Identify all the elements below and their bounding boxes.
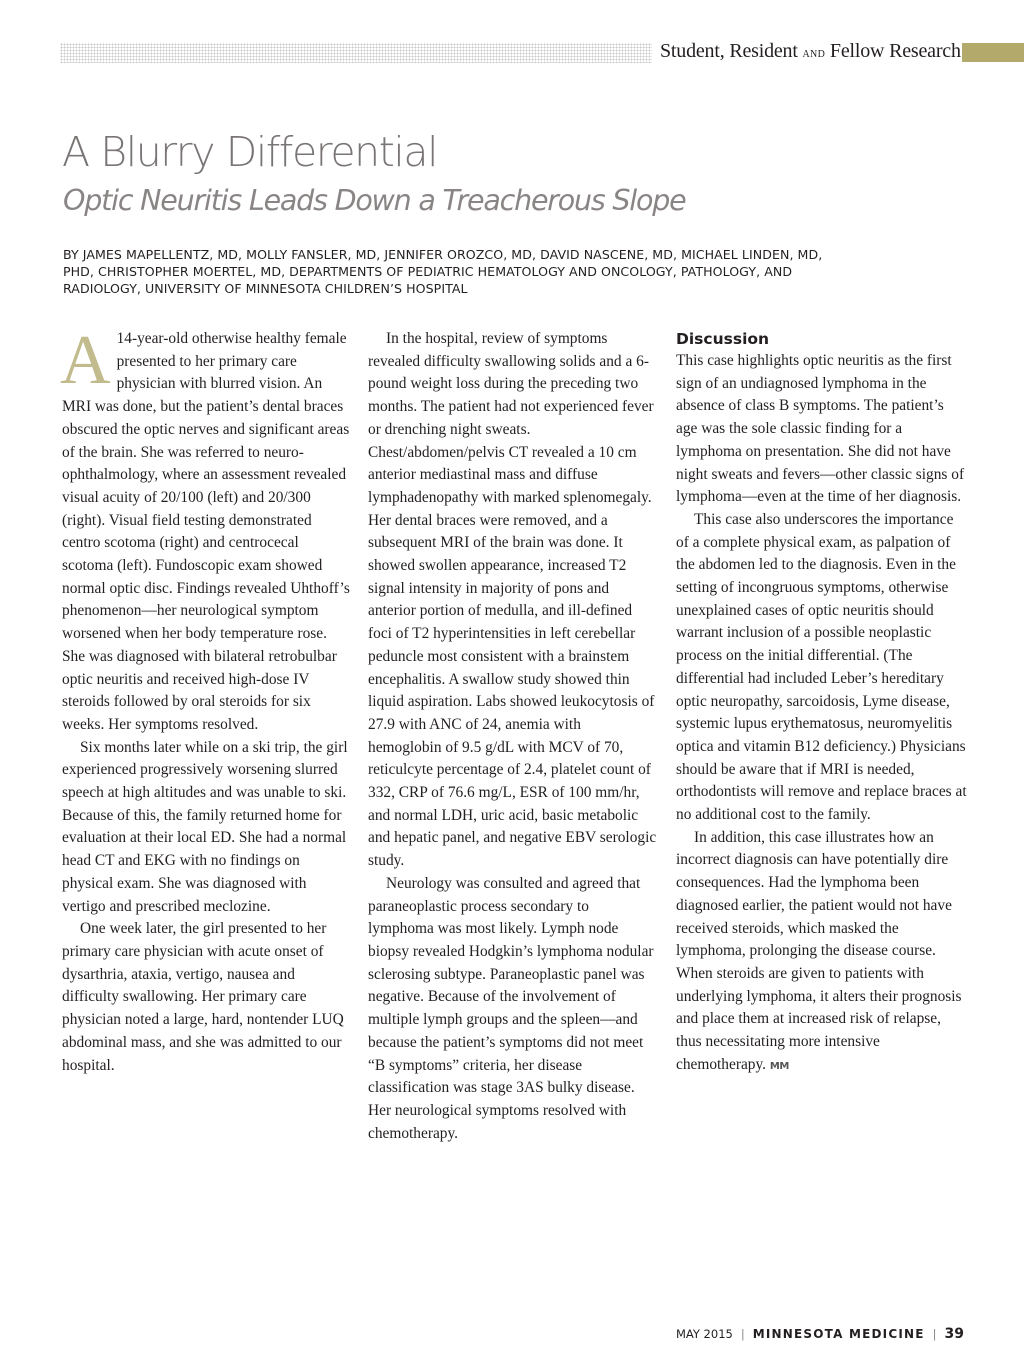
footer-divider: | — [740, 1327, 745, 1341]
page-footer — [676, 1326, 964, 1342]
paragraph: Neurology was consulted and agreed that paraneoplastic process secondary to lymphoma was most likely. Lymph node biopsy revealed Hodgkin’s lymphoma nodular sclerosing subtype. Paraneoplastic panel was negative. Because of the involvement of multiple lymph groups and the spleen—and because the patient’s symptoms did not meet “B symptoms” criteria, her disease classification was stage 3AS bulky disease. Her neurological symptoms resolved with chemotherapy. — [368, 874, 654, 1142]
paragraph: One week later, the girl presented to her primary care physician with acute onset of dysarthria, ataxia, vertigo, nausea and difficulty swallowing. Her primary care physician noted a large, hard, nontender LUQ abdominal mass, and she was admitted to our hospital. — [62, 920, 344, 1074]
section-label-and: AND — [802, 49, 826, 60]
paragraph-text: In addition, this case illustrates how an incorrect diagnosis can have potentially dire consequences. Had the lymphoma been diagnosed earlier, the patient would not have received steroids, which masked the lymphoma, prolonging the disease course. When steroids are given to patients with underlying lymphoma, it alters their prognosis and place them at increased risk of relapse, thus necessitating more intensive chemotherapy. — [676, 828, 962, 1073]
paragraph: Six months later while on a ski trip, the girl experienced progressively worsening slurred speech at high altitudes and was unable to ski. Because of this, the family returned home for evaluation at their local ED. She had a normal head CT and EKG with no findings on physical exam. She was diagnosed with vertigo and prescribed meclozine. — [62, 738, 348, 915]
magazine-name: MINNESOTA MEDICINE — [752, 1327, 925, 1341]
header-dot-pattern — [60, 43, 652, 63]
section-label-part1: Student, Resident — [660, 40, 798, 62]
end-mark: MM — [769, 1060, 789, 1072]
paragraph — [676, 827, 968, 1079]
article-subtitle: Optic Neuritis Leads Down a Treacherous Slope — [63, 184, 686, 217]
text-column-1 — [60, 322, 352, 1077]
discussion-heading: Discussion — [676, 330, 770, 348]
paragraph: This case highlights optic neuritis as the first sign of an undiagnosed lymphoma in the absence of class B symptoms. The patient’s age was the sole classic finding for a lymphoma on presentation. She did not have night sweats and fevers—other classic signs of lymphoma—even at the time of her diagnosis. — [676, 352, 965, 506]
footer-divider: | — [932, 1327, 937, 1341]
article-byline: BY JAMES MAPELLENTZ, MD, MOLLY FANSLER, MD, JENNIFER OROZCO, MD, DAVID NASCENE, MD, MICHAEL LINDEN, MD, PHD, CHRISTOPHER MOERTEL, MD, DEPARTMENTS OF PEDIATRIC HEMATOLOGY AND ONCOLOGY, PATHOLOGY, AND RADIOLOGY, UNIVERSITY OF MINNESOTA CHILDREN’S HOSPITAL — [63, 247, 823, 296]
text-column-3 — [676, 328, 968, 1079]
article-title: A Blurry Differential — [62, 128, 438, 176]
paragraph: This case also underscores the importance of a complete physical exam, as palpation of the abdomen led to the diagnosis. Even in the setting of incongruous symptoms, otherwise unexplained cases of optic neuritis should warrant inclusion of a possible neoplastic process on the initial differential. (The differential had included Leber’s hereditary optic neuropathy, sarcoidosis, Lyme disease, systemic lupus erythematosus, neuromyelitis optica and vitamin B12 deficiency.) Physicians should be aware that if MRI is needed, orthodontists will remove and replace braces at no additional cost to the family. — [676, 510, 967, 824]
paragraph: 14-year-old otherwise healthy female presented to her primary care physician with blurred vision. An MRI was done, but the patient’s dental braces obscured the optic nerves and significant areas of the brain. She was referred to neuro-ophthalmology, where an assessment revealed visual acuity of 20/100 (left) and 20/300 (right). Visual field testing demonstrated centro scotoma (right) and centrocecal scotoma (left). Fundoscopic exam showed normal optic disc. Findings revealed Uhthoff’s phenomenon—her neurological symptom worsened when her body temperature rose. She was diagnosed with bilateral retrobulbar optic neuritis and received high-dose IV steroids followed by oral steroids for six weeks. Her symptoms resolved. — [62, 330, 350, 733]
section-label-part2: Fellow Research — [829, 40, 961, 62]
page-number: 39 — [944, 1326, 964, 1342]
section-label — [660, 40, 961, 63]
issue-date: MAY 2015 — [675, 1327, 733, 1341]
drop-cap: A — [60, 322, 111, 399]
paragraph: In the hospital, review of symptoms revealed difficulty swallowing solids and a 6-pound weight loss during the preceding two months. The patient had not experienced fever or drenching night sweats. Chest/abdomen/pelvis CT revealed a 10 cm anterior mediastinal mass and diffuse lymphadenopathy with marked splenomegaly. Her dental braces were removed, and a subsequent MRI of the brain was done. It showed swollen appearance, increased T2 signal intensity in majority of pons and anterior portion of medulla, and ill-defined foci of T2 hyperintensities in left cerebellar peduncle most consistent with a brainstem encephalitis. A swallow study showed thin liquid aspiration. Labs showed leukocytosis of 27.9 with ANC of 24, anemia with hemoglobin of 9.5 g/dL with MCV of 70, reticulcyte percentage of 2.4, platelet count of 332, CRP of 76.6 mg/L, ESR of 100 mm/hr, and normal LDH, uric acid, basic metabolic and hepatic panel, and negative EBV serologic study. — [368, 330, 657, 870]
header-accent-bar — [962, 43, 1024, 62]
text-column-2 — [368, 328, 658, 1145]
